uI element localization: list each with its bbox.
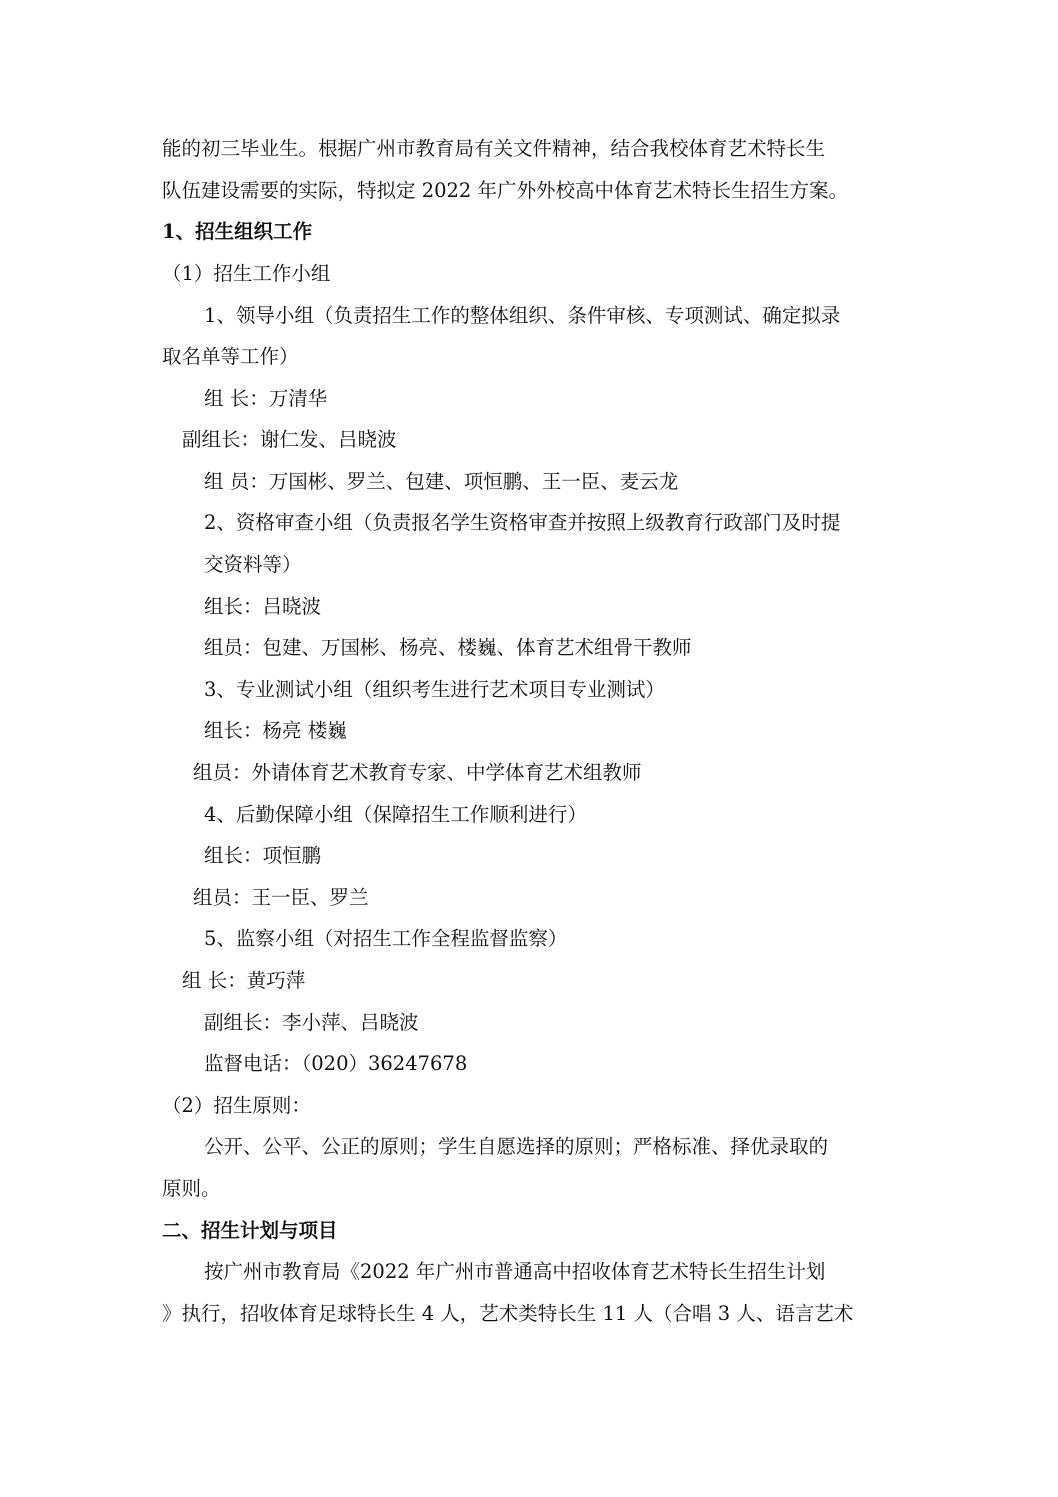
group-5-leader: 组 长：黄巧萍 [182,969,306,992]
intro-line-1: 能的初三毕业生。根据广州市教育局有关文件精神，结合我校体育艺术特长生 [162,137,826,160]
principles-line-1: 公开、公平、公正的原则；学生自愿选择的原则；严格标准、择优录取的 [204,1135,829,1158]
subsection-1-heading: （1）招生工作小组 [162,262,331,285]
group-2-title-line-1: 2、资格审查小组（负责报名学生资格审查并按照上级教育行政部门及时提 [204,511,841,534]
group-4-members: 组员：王一臣、罗兰 [193,886,369,909]
group-3-members: 组员：外请体育艺术教育专家、中学体育艺术组教师 [193,761,642,784]
group-5-deputy: 副组长：李小萍、吕晓波 [204,1011,419,1034]
group-2-title-line-2: 交资料等） [204,553,302,576]
principles-line-2: 原则。 [162,1177,221,1200]
group-3-leader: 组长：杨亮 楼巍 [204,719,347,742]
group-2-leader: 组长：吕晓波 [204,595,322,618]
group-1-members: 组 员：万国彬、罗兰、包建、项恒鹏、王一臣、麦云龙 [204,470,679,493]
supervision-phone: 监督电话：（020）36247678 [204,1052,468,1075]
group-4-title: 4、后勤保障小组（保障招生工作顺利进行） [204,803,587,826]
plan-line-2: 》执行，招收体育足球特长生 4 人，艺术类特长生 11 人（合唱 3 人、语言艺术 [162,1302,854,1325]
group-1-leader: 组 长：万清华 [204,387,328,410]
intro-line-2: 队伍建设需要的实际，特拟定 2022 年广外外校高中体育艺术特长生招生方案。 [162,179,849,202]
section-1-heading: 1、招生组织工作 [162,220,313,243]
group-1-deputy: 副组长：谢仁发、吕晓波 [182,428,397,451]
group-4-leader: 组长：项恒鹏 [204,844,322,867]
plan-line-1: 按广州市教育局《2022 年广州市普通高中招收体育艺术特长生招生计划 [204,1260,826,1283]
group-5-title: 5、监察小组（对招生工作全程监督监察） [204,927,568,950]
group-3-title: 3、专业测试小组（组织考生进行艺术项目专业测试） [204,678,665,701]
group-1-title-line-2: 取名单等工作） [162,345,299,368]
group-2-members: 组员：包建、万国彬、杨亮、楼巍、体育艺术组骨干教师 [204,636,692,659]
subsection-2-heading: （2）招生原则： [162,1094,311,1117]
group-1-title-line-1: 1、领导小组（负责招生工作的整体组织、条件审核、专项测试、确定拟录 [204,304,841,327]
section-2-heading: 二、招生计划与项目 [162,1219,338,1242]
